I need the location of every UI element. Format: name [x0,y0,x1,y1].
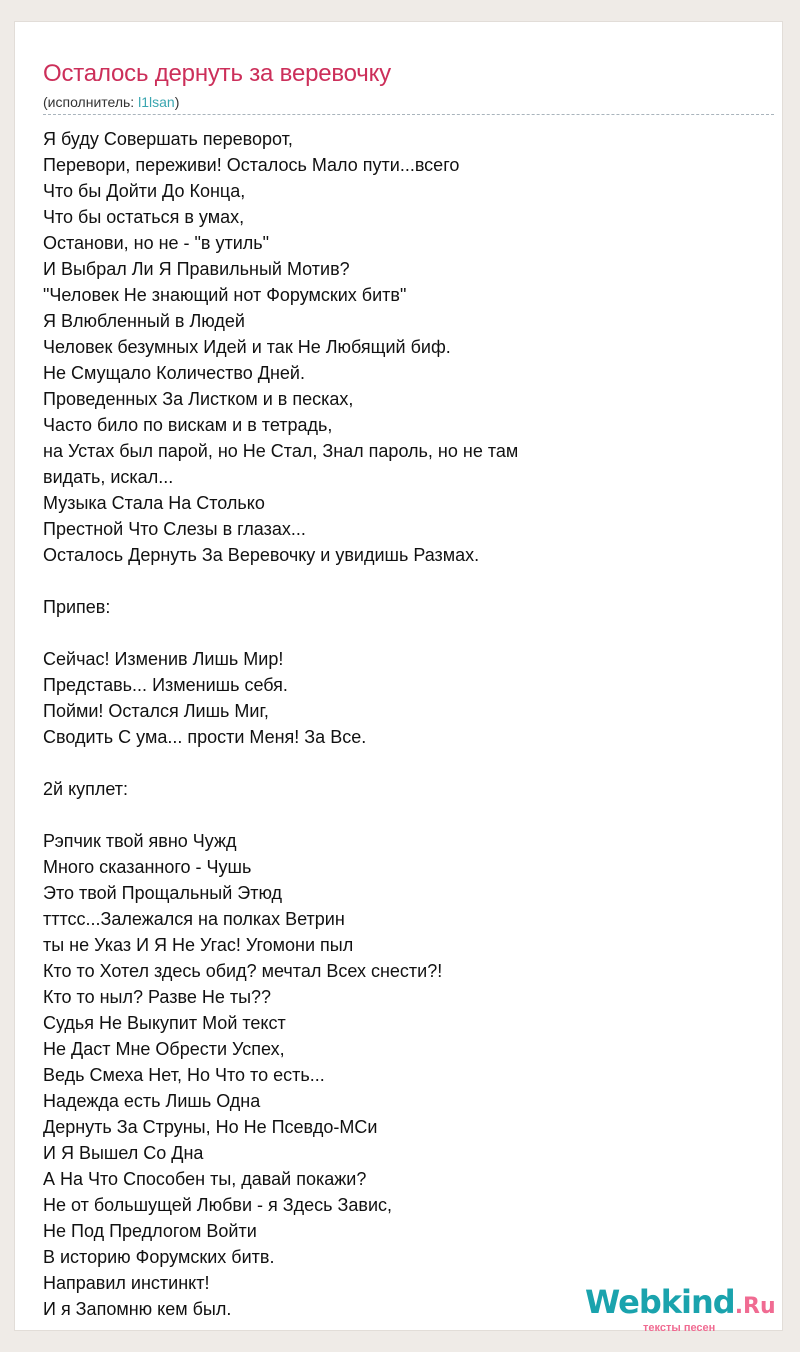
lyric-line: Много сказанного - Чушь [43,857,252,877]
lyric-line: Это твой Прощальный Этюд [43,883,283,903]
lyric-line: Дернуть За Струны, Но Не Псевдо-МСи [43,1117,378,1137]
lyric-line: Я буду Совершать переворот, [43,129,293,149]
lyric-line: Перевори, переживи! Осталось Мало пути...всего [43,155,460,175]
lyric-line: И Я Вышел Со Дна [43,1143,204,1163]
lyric-line: Музыка Стала На Столько [43,493,265,513]
logo-wordmark [585,1284,776,1320]
artist-line [43,94,179,111]
lyric-line: И я Запомню кем был. [43,1299,232,1319]
logo-main: Webkind [585,1283,735,1321]
lyric-line: Ведь Смеха Нет, Но Что то есть... [43,1065,325,1085]
lyric-line: Судья Не Выкупит Мой текст [43,1013,286,1033]
webkind-logo[interactable] [585,1284,781,1340]
lyrics-text [43,126,603,1322]
lyric-line: Направил инстинкт! [43,1273,210,1293]
lyrics-card [14,21,783,1334]
lyric-line: Надежда есть Лишь Одна [43,1091,261,1111]
artist-link[interactable]: l1lsan [138,94,175,110]
lyric-line: Престной Что Слезы в глазах... [43,519,306,539]
lyric-line: Сводить С ума... прости Меня! За Все. [43,727,367,747]
lyric-line: Сейчас! Изменив Лишь Мир! [43,649,284,669]
lyric-line: Не Под Предлогом Войти [43,1221,257,1241]
lyric-line: Проведенных За Листком и в песках, [43,389,354,409]
lyric-line: тттсс...Залежался на полках Ветрин [43,909,345,929]
lyric-line: Представь... Изменишь себя. [43,675,288,695]
lyric-line: на Устах был парой, но Не Стал, Знал пароль, но не там [43,441,519,461]
lyric-line: В историю Форумских битв. [43,1247,275,1267]
lyric-line: Пойми! Остался Лишь Миг, [43,701,269,721]
lyric-line: Часто било по вискам и в тетрадь, [43,415,333,435]
lyric-line: Кто то ныл? Разве Не ты?? [43,987,272,1007]
lyric-line: Останови, но не - "в утиль" [43,233,270,253]
song-title: Осталось дернуть за веревочку [43,60,391,87]
lyric-line: А На Что Способен ты, давай покажи? [43,1169,367,1189]
logo-tld: .Ru [734,1294,776,1319]
lyric-line: Кто то Хотел здесь обид? мечтал Всех снести?! [43,961,443,981]
divider [43,114,774,115]
lyric-line: Человек безумных Идей и так Не Любящий биф. [43,337,451,357]
lyric-line: Что бы Дойти До Конца, [43,181,246,201]
lyric-line: "Человек Не знающий нот Форумских битв" [43,285,407,305]
lyric-line: видать, искал... [43,467,174,487]
lyric-line: Припев: [43,597,111,617]
lyric-line: Рэпчик твой явно Чужд [43,831,237,851]
lyric-line: Не Смущало Количество Дней. [43,363,305,383]
lyric-line: ты не Указ И Я Не Угас! Угомони пыл [43,935,354,955]
lyric-line: Я Влюбленный в Людей [43,311,245,331]
lyric-line: 2й куплет: [43,779,129,799]
lyric-line: Не Даст Мне Обрести Успех, [43,1039,285,1059]
lyric-line: Что бы остаться в умах, [43,207,245,227]
logo-tagline: тексты песен [643,1322,716,1334]
artist-prefix: (исполнитель: [43,94,139,110]
lyric-line: Осталось Дернуть За Веревочку и увидишь Размах. [43,545,480,565]
lyric-line: И Выбрал Ли Я Правильный Мотив? [43,259,350,279]
artist-suffix: ) [174,94,180,110]
lyric-line: Не от большущей Любви - я Здесь Завис, [43,1195,393,1215]
